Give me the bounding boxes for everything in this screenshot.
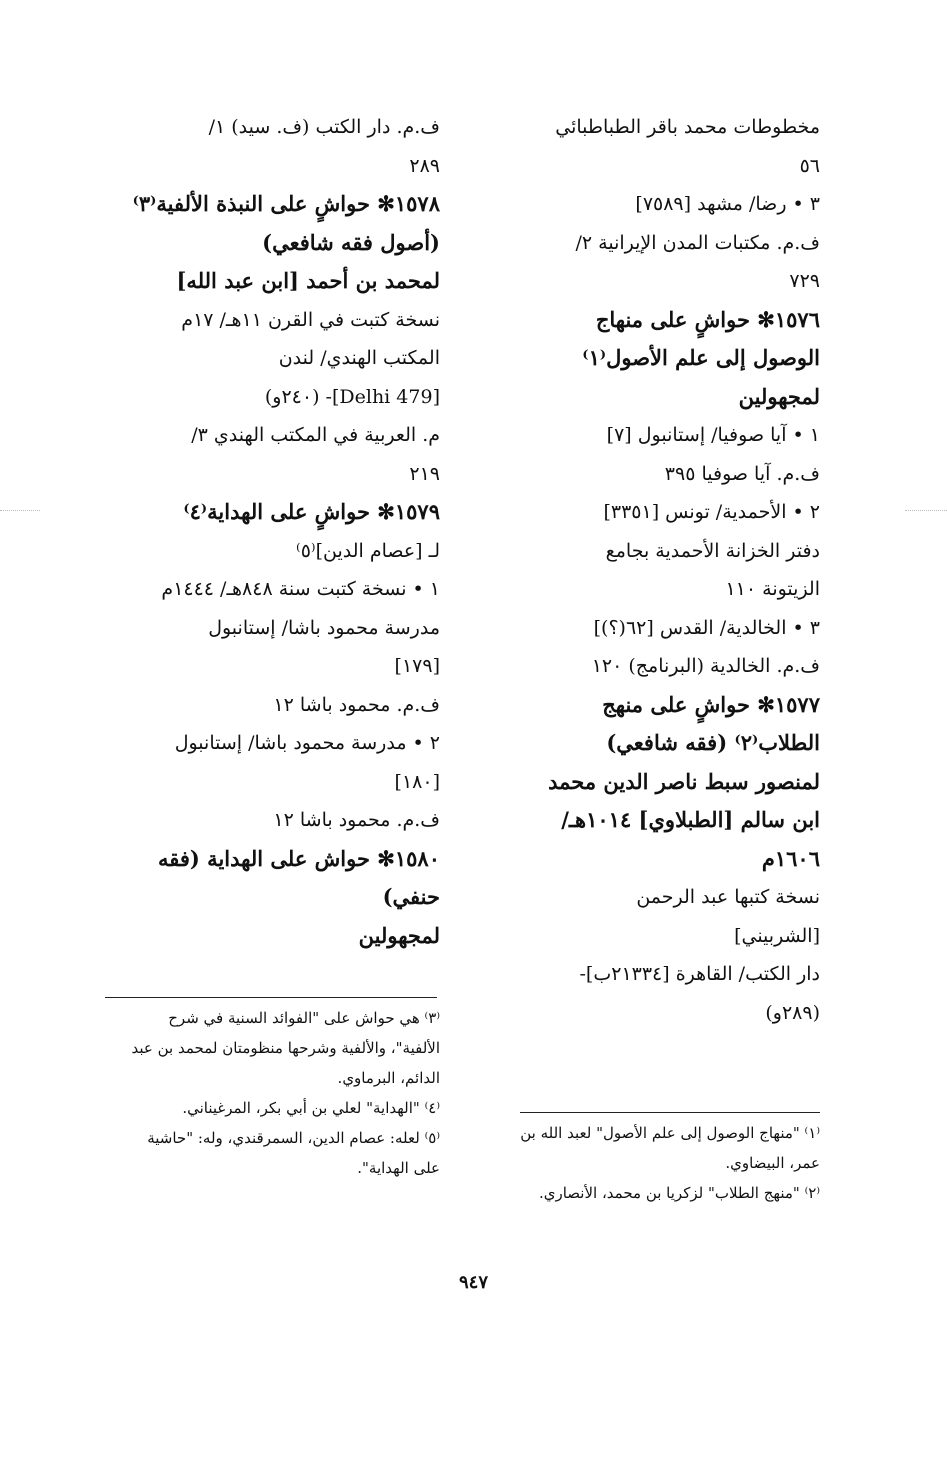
footnote-line: ⁽١⁾ "منهاج الوصول إلى علم الأصول" لعبد الله بن (520, 1124, 820, 1142)
entry-text-line: المكتب الهندي/ لندن (278, 347, 440, 369)
entry-text-line: ١ • نسخة كتبت سنة ٨٤٨هـ/ ١٤٤٤م (161, 578, 440, 600)
right-column (490, 108, 820, 1032)
footnote-line: الألفية"، والألفية وشرحها منظومتان لمحمد بن عبد (131, 1039, 440, 1057)
page-number: ٩٤٧ (458, 1272, 488, 1293)
entry-text-line: م. العربية في المكتب الهندي ٣/ (191, 424, 440, 446)
entry-text-line: نسخة كتبها عبد الرحمن (636, 886, 820, 908)
footnote-line: الدائم، البرماوي. (337, 1069, 440, 1087)
entry-heading-line: ١٥٧٩✻ حواشٍ على الهداية⁽٤⁾ (183, 499, 440, 524)
entry-text-line: ٣ • رضا/ مشهد [٧٥٨٩] (635, 193, 820, 215)
entry-text-line: [Delhi 479]- (٢٤٠و) (264, 385, 440, 408)
entry-text-line: ٢٨٩ (409, 154, 440, 177)
footnote-line: ⁽٥⁾ لعله: عصام الدين، السمرقندي، وله: "حاشية (147, 1129, 440, 1147)
entry-text-line: ٧٢٩ (789, 270, 820, 292)
entry-heading-line: ١٥٨٠✻ حواش على الهداية (فقه (158, 845, 440, 871)
entry-text-line: ف.م. آيا صوفيا ٣٩٥ (664, 462, 820, 485)
entry-text-line: لـ [عصام الدين]⁽٥⁾ (296, 539, 440, 562)
scan-margin-mark-right (905, 510, 947, 511)
entry-text-line: ٢ • مدرسة محمود باشا/ إستانبول (174, 732, 440, 754)
entry-text-line: الزيتونة ١١٠ (725, 578, 820, 600)
entry-text-line: ف.م. مكتبات المدن الإيرانية ٢/ (575, 231, 820, 254)
entry-text-line: مدرسة محمود باشا/ إستانبول (208, 616, 440, 639)
entry-heading-line: لمجهولين (358, 922, 440, 948)
entry-heading-line: الطلاب⁽٢⁾ (فقه شافعي) (606, 730, 820, 755)
entry-heading-line: لمنصور سبط ناصر الدين محمد (548, 768, 820, 794)
entry-heading-line: حنفي) (382, 884, 440, 909)
footnote-separator-right (520, 1112, 820, 1113)
entry-heading-line: لمجهولين (738, 383, 820, 409)
footnote-line: عمر، البيضاوي. (725, 1154, 820, 1172)
entry-text-line: [١٧٩] (394, 655, 440, 677)
left-column (100, 108, 440, 955)
entry-text-line: مخطوطات محمد باقر الطباطبائي (555, 116, 820, 138)
entry-text-line: دفتر الخزانة الأحمدية بجامع (605, 539, 820, 562)
footnote-line: ⁽٤⁾ "الهداية" لعلي بن أبي بكر، المرغيناني. (182, 1099, 440, 1117)
entry-heading-line: ابن سالم [الطبلاوي] ١٠١٤هـ/ (561, 807, 820, 832)
entry-heading-line: ١٥٧٦✻ حواشٍ على منهاج (595, 306, 820, 332)
entry-text-line: ٢ • الأحمدية/ تونس [٣٣٥١] (603, 501, 820, 523)
footnote-line: ⁽٣⁾ هي حواش على "الفوائد السنية في شرح (168, 1009, 440, 1027)
entry-heading-line: ١٥٧٧✻ حواشٍ على منهج (602, 691, 820, 717)
footnote-separator-left (105, 997, 437, 998)
entry-text-line: ف.م. دار الكتب (ف. سيد) ١/ (208, 116, 440, 138)
entry-text-line: ٢١٩ (409, 462, 440, 485)
entry-text-line: دار الكتب/ القاهرة [٢١٣٣٤ب]- (579, 963, 820, 985)
entry-heading-line: ١٦٠٦م (761, 845, 820, 871)
footnotes-right (490, 1118, 820, 1208)
entry-text-line: (٢٨٩و) (765, 1001, 820, 1024)
footnote-line: على الهداية". (357, 1159, 440, 1177)
entry-heading-line: الوصول إلى علم الأصول⁽١⁾ (582, 345, 820, 370)
footnote-line: ⁽٢⁾ "منهج الطلاب" لزكريا بن محمد، الأنصاري. (538, 1184, 820, 1202)
entry-heading-line: لمحمد بن أحمد [ابن عبد الله] (176, 268, 440, 293)
entry-text-line: نسخة كتبت في القرن ١١هـ/ ١٧م (181, 308, 440, 331)
scan-margin-mark-left (0, 510, 40, 511)
entry-text-line: [الشربيني] (734, 924, 820, 947)
entry-heading-line: (أصول فقه شافعي) (262, 229, 440, 255)
entry-text-line: ف.م. محمود باشا ١٢ (273, 809, 440, 831)
entry-text-line: ف.م. الخالدية (البرنامج) ١٢٠ (591, 655, 820, 677)
entry-text-line: ٥٦ (799, 154, 820, 177)
footnotes-left (100, 1003, 440, 1183)
entry-text-line: ٣ • الخالدية/ القدس [٦٢(؟)] (593, 616, 820, 639)
entry-heading-line: ١٥٧٨✻ حواشٍ على النبذة الألفية⁽٣⁾ (132, 191, 440, 216)
entry-text-line: ف.م. محمود باشا ١٢ (273, 693, 440, 716)
entry-text-line: ١ • آيا صوفيا/ إستانبول [٧] (606, 424, 820, 446)
entry-text-line: [١٨٠] (394, 770, 440, 793)
